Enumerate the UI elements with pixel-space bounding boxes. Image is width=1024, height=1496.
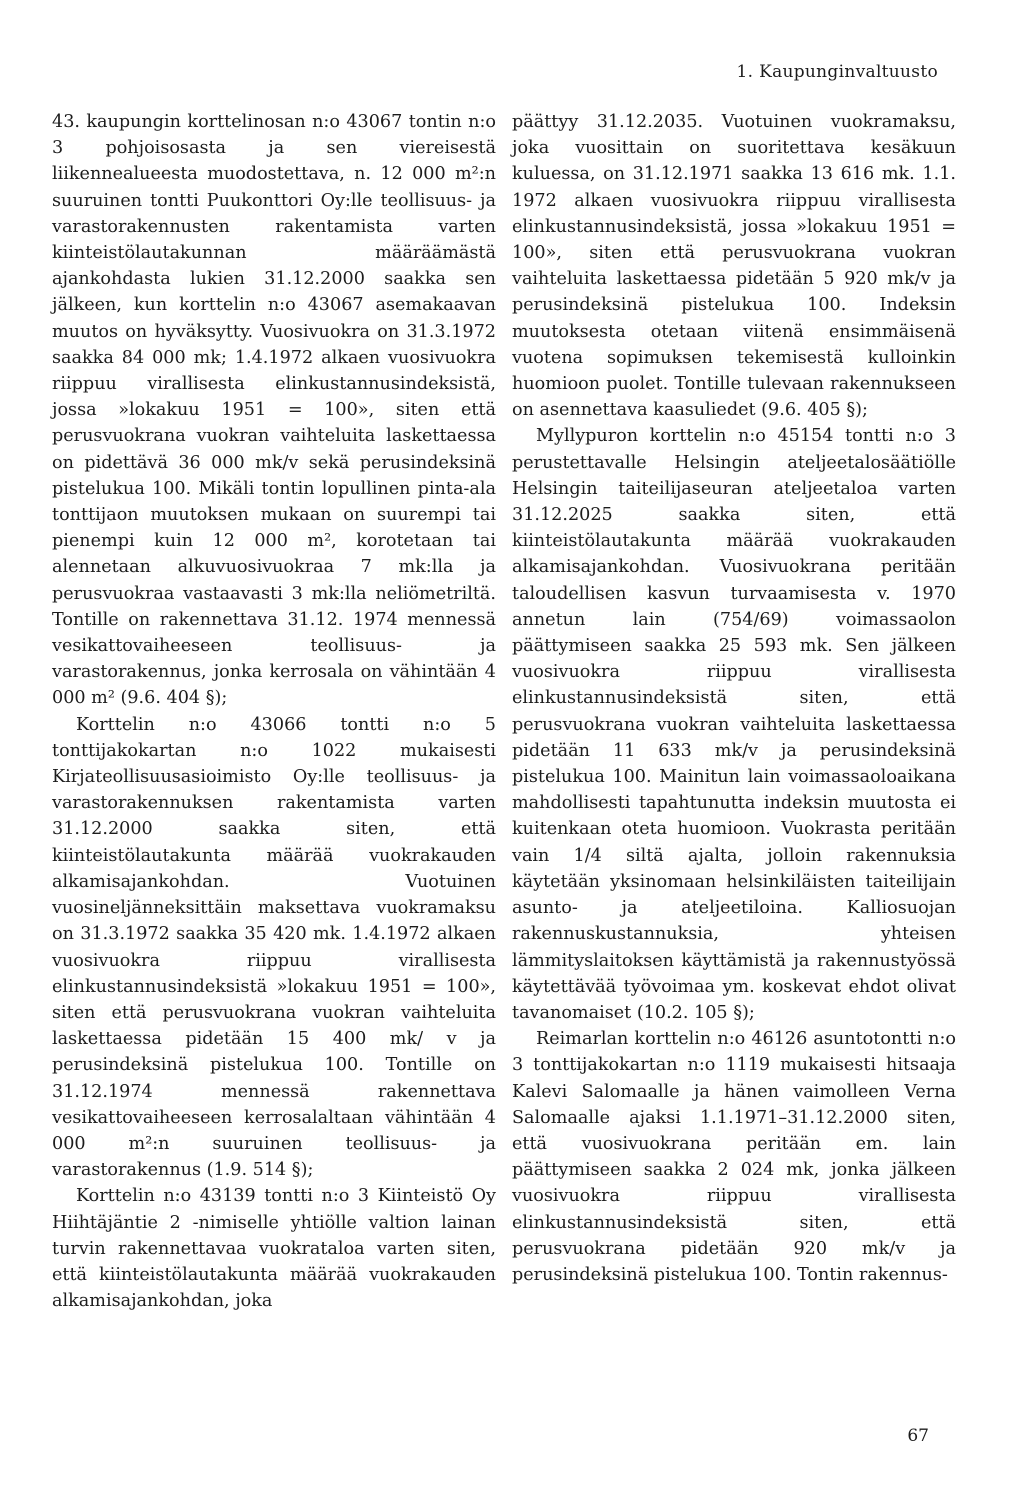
paragraph: päättyy 31.12.2035. Vuotuinen vuokramaksu, joka vuosittain on suoritettava kesäkuun kuluessa, on 31.12.1971 saakka 13 616 mk. 1.1. 1972 alkaen vuosivuokra riippuu virallisesta elinkustannusindeksistä, jossa »lokakuu 1951 = 100», siten että perusvuokrana vuokran vaihteluita laskettaessa pidetään 5 920 mk/v ja perusindeksinä pistelukua 100. Indeksin muutoksesta otetaan viitenä ensimmäisenä vuotena sopimuksen tekemisestä kulloinkin huomioon puolet. Tontille tulevaan rakennukseen on asennettava kaasuliedet (9.6. 405 §);	[512, 112, 956, 421]
right-column	[512, 109, 956, 1288]
paragraph: Korttelin n:o 43139 tontti n:o 3 Kiinteistö Oy Hiihtäjäntie 2 -nimiselle yhtiölle valtion lainan turvin rakennettavaa vuokrataloa varten siten, että kiinteistölautakunta määrää vuokrakauden alkamisajankohdan, joka	[52, 1186, 496, 1312]
paragraph: Korttelin n:o 43066 tontti n:o 5 tonttijakokartan n:o 1022 mukaisesti Kirjateollisuusasioimisto Oy:lle teollisuus- ja varastorakennuksen rakentamista varten 31.12.2000 saakka siten, että kiinteistölautakunta määrää vuokrakauden alkamisajankohdan. Vuotuinen vuosineljänneksittäin maksettava vuokramaksu on 31.3.1972 saakka 35 420 mk. 1.4.1972 alkaen vuosivuokra riippuu virallisesta elinkustannusindeksistä »lokakuu 1951 = 100», siten että perusvuokrana vuokran vaihteluita laskettaessa pidetään 15 400 mk/ v ja perusindeksinä pistelukua 100. Tontille on 31.12.1974 mennessä rakennettava vesikattovaiheeseen kerrosalaltaan vähintään 4 000 m²:n suuruinen teollisuus- ja varastorakennus (1.9. 514 §);	[52, 714, 496, 1181]
paragraph: Reimarlan korttelin n:o 46126 asuntotontti n:o 3 tonttijakokartan n:o 1119 mukaisesti hitsaaja Kalevi Salomaalle ja hänen vaimolleen Verna Salomaalle ajaksi 1.1.1971–31.12.2000 siten, että vuosivuokrana peritään em. lain päättymiseen saakka 2 024 mk, jonka jälkeen vuosivuokra riippuu virallisesta elinkustannusindeksistä siten, että perusvuokrana pidetään 920 mk/v ja perusindeksinä pistelukua 100. Tontin rakennus-	[512, 1029, 956, 1285]
paragraph: Myllypuron korttelin n:o 45154 tontti n:o 3 perustettavalle Helsingin ateljeetalosäätiölle Helsingin taiteilijaseuran ateljeetaloa varten 31.12.2025 saakka siten, että kiinteistölautakunta määrää vuokrakauden alkamisajankohdan. Vuosivuokrana peritään taloudellisen kasvun turvaamisesta v. 1970 annetun lain (754/69) voimassaolon päättymiseen saakka 25 593 mk. Sen jälkeen vuosivuokra riippuu virallisesta elinkustannusindeksistä siten, että perusvuokrana vuokran vaihteluita laskettaessa pidetään 11 633 mk/v ja perusindeksinä pistelukua 100. Mainitun lain voimassaoloaikana mahdollisesti tapahtunutta indeksin muutosta ei kuitenkaan oteta huomioon. Vuokrasta peritään vain 1/4 siltä ajalta, jolloin rakennuksia käytetään yksinomaan helsinkiläisten taiteilijain asunto- ja ateljeetiloina. Kalliosuojan rakennuskustannuksia, yhteisen lämmityslaitoksen käyttämistä ja rakennustyössä käytettävää työvoimaa ym. koskevat ehdot olivat tavanomaiset (10.2. 105 §);	[512, 426, 956, 1023]
running-header: 1. Kaupunginvaltuusto	[736, 62, 938, 82]
left-column	[52, 109, 496, 1314]
page-number: 67	[907, 1426, 929, 1446]
paragraph: 43. kaupungin korttelinosan n:o 43067 tontin n:o 3 pohjoisosasta ja sen viereisestä liikennealueesta muodostettava, n. 12 000 m²:n suuruinen tontti Puukonttori Oy:lle teollisuus- ja varastorakennusten rakentamista varten kiinteistölautakunnan määräämästä ajankohdasta lukien 31.12.2000 saakka sen jälkeen, kun korttelin n:o 43067 asemakaavan muutos on hyväksytty. Vuosivuokra on 31.3.1972 saakka 84 000 mk; 1.4.1972 alkaen vuosivuokra riippuu virallisesta elinkustannusindeksistä, jossa »lokakuu 1951 = 100», siten että perusvuokrana vuokran vaihteluita laskettaessa on pidettävä 36 000 mk/v sekä perusindeksinä pistelukua 100. Mikäli tontin lopullinen pinta-ala tonttijaon muutoksen mukaan on suurempi tai pienempi kuin 12 000 m², korotetaan tai alennetaan alkuvuosivuokraa 7 mk:lla ja perusvuokraa vastaavasti 3 mk:lla neliömetriltä. Tontille on rakennettava 31.12. 1974 mennessä vesikattovaiheeseen teollisuus- ja varastorakennus, jonka kerrosala on vähintään 4 000 m² (9.6. 404 §);	[52, 112, 496, 709]
